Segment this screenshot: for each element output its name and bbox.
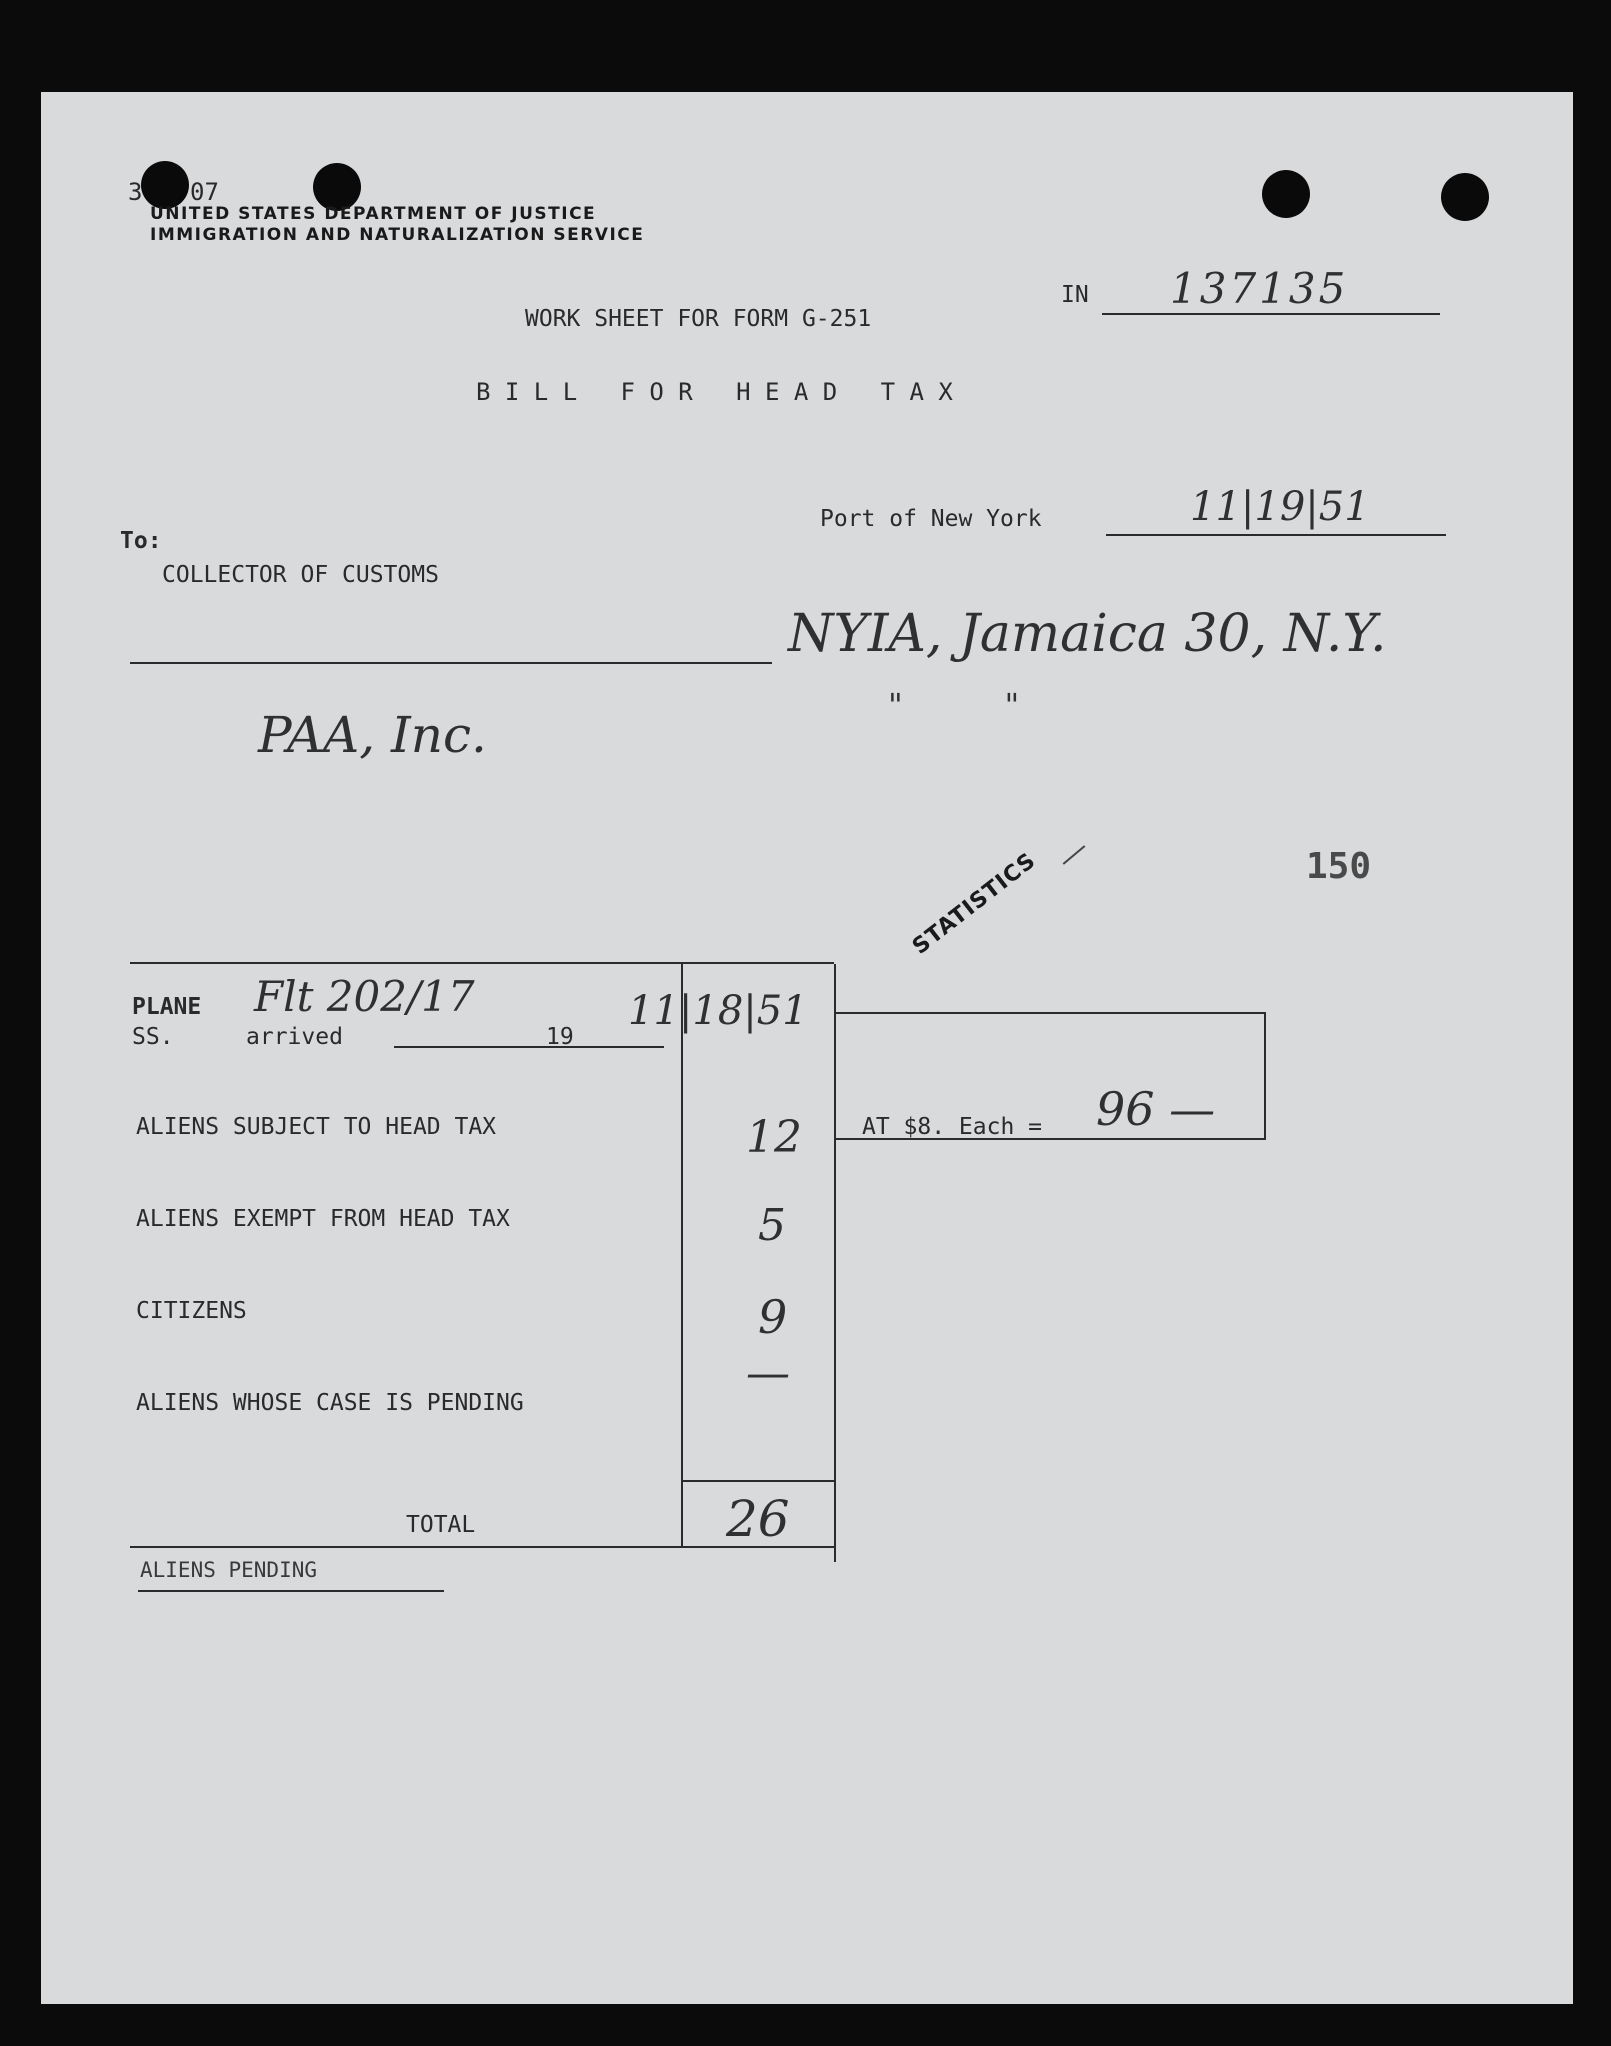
form-number-prefix: 3 [128,178,143,206]
table-top-rule [130,962,834,964]
carrier-handwritten: PAA, Inc. [258,706,487,764]
punch-hole-1 [141,161,189,209]
arrived-underline [394,1046,664,1048]
row-label-citizens: CITIZENS [136,1298,247,1324]
total-label: TOTAL [406,1512,476,1538]
form-number-suffix: 07 [190,178,219,206]
rate-box-top [836,1012,1266,1014]
row-label-exempt: ALIENS EXEMPT FROM HEAD TAX [136,1206,510,1232]
bill-title: B I L L F O R H E A D T A X [476,378,953,406]
row-label-pending: ALIENS WHOSE CASE IS PENDING [136,1390,524,1416]
statistics-stamp: STATISTICS [908,848,1041,960]
port-date: 11|19|51 [1190,484,1370,530]
rate-amount: 96 — [1096,1082,1216,1136]
row-value-subject: 12 [746,1112,802,1163]
collector-underline [130,662,772,664]
table-left-divider [681,962,683,1546]
ditto-handwritten: " " [888,686,1020,724]
aliens-pending-label: ALIENS PENDING [140,1558,318,1582]
rate-label: AT $8. Each = [862,1114,1043,1140]
collector-label: COLLECTOR OF CUSTOMS [162,562,439,588]
table-right-divider [834,964,836,1562]
arrived-label: arrived [246,1024,343,1050]
address-handwritten: NYIA, Jamaica 30, N.Y. [788,604,1387,664]
plane-label: PLANE [132,994,202,1020]
worksheet-title: WORK SHEET FOR FORM G-251 [525,306,872,332]
port-date-underline [1106,534,1446,536]
arrival-date-handwritten: 11|18|51 [628,988,808,1034]
in-number: 137135 [1170,264,1349,313]
to-label: To: [120,528,162,554]
stamp-number: 150 [1306,846,1372,887]
in-label: IN [1061,282,1089,308]
row-value-citizens: 9 [758,1290,788,1344]
year-prefix: 19 [546,1024,574,1050]
agency-line-1: UNITED STATES DEPARTMENT OF JUSTICE [150,204,597,224]
row-value-exempt: 5 [758,1200,786,1251]
punch-hole-4 [1441,173,1489,221]
pending-underline [138,1590,444,1592]
agency-line-2: IMMIGRATION AND NATURALIZATION SERVICE [150,225,645,245]
ss-label: SS. [132,1024,174,1050]
port-label: Port of New York [820,506,1042,532]
total-value: 26 [726,1490,790,1548]
total-top-rule [683,1480,836,1482]
rate-box-right [1264,1012,1266,1140]
punch-hole-3 [1262,170,1310,218]
row-label-subject: ALIENS SUBJECT TO HEAD TAX [136,1114,497,1140]
in-number-underline [1102,313,1440,315]
flight-handwritten: Flt 202/17 [254,972,475,1021]
row-value-pending: — [746,1348,790,1399]
